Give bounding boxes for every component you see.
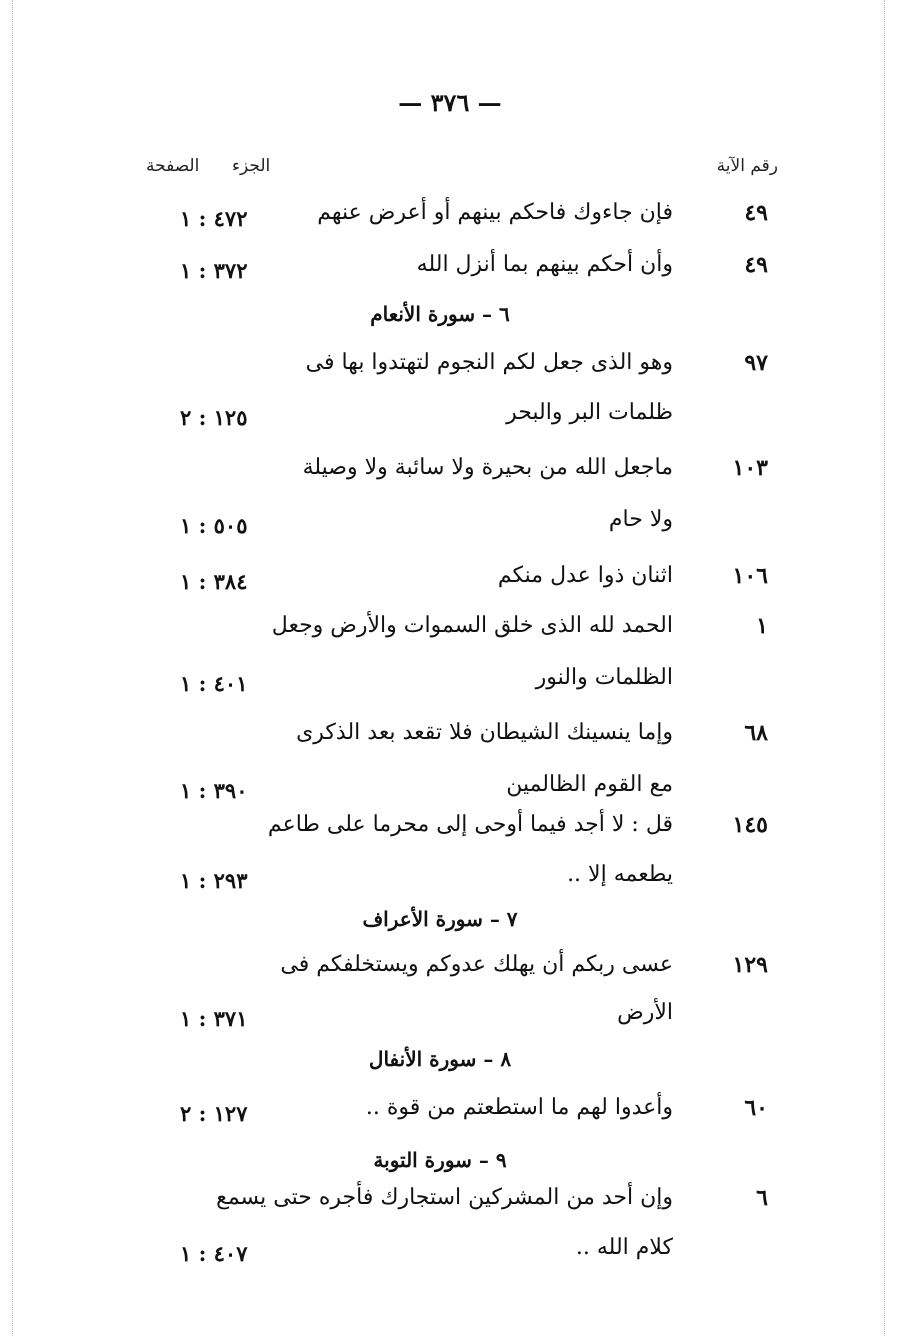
surah-heading: ٩ – سورة التوبة xyxy=(373,1148,507,1172)
part-page-reference: ٣٧٢ : ١ xyxy=(180,258,248,283)
part-page-reference: ٣٧١ : ١ xyxy=(180,1006,248,1031)
part-page-reference: ٤٠١ : ١ xyxy=(180,671,248,696)
verse-text-line: وإن أحد من المشركين استجارك فأجره حتى يسمع xyxy=(216,1185,673,1210)
verse-number: ٦ xyxy=(756,1185,768,1211)
scan-edge-left xyxy=(12,0,13,1336)
verse-number: ١٠٣ xyxy=(732,455,768,481)
header-part: الجزء xyxy=(232,156,271,176)
part-page-reference: ١٢٧ : ٢ xyxy=(180,1101,248,1126)
verse-number: ١٤٥ xyxy=(732,812,768,838)
verse-number: ٦٠ xyxy=(744,1095,768,1121)
surah-heading: ٧ – سورة الأعراف xyxy=(362,907,518,931)
verse-text-line: فإن جاءوك فاحكم بينهم أو أعرض عنهم xyxy=(317,200,673,225)
verse-text-line: الحمد لله الذى خلق السموات والأرض وجعل xyxy=(271,613,673,638)
part-page-reference: ٣٩٠ : ١ xyxy=(180,778,248,803)
surah-heading: ٨ – سورة الأنفال xyxy=(368,1047,512,1071)
part-page-reference: ٤٧٢ : ١ xyxy=(180,206,248,231)
verse-text-line: مع القوم الظالمين xyxy=(506,772,673,797)
verse-number: ١ xyxy=(756,613,768,639)
verse-number: ٤٩ xyxy=(744,252,768,278)
surah-heading: ٦ – سورة الأنعام xyxy=(370,302,510,326)
verse-text-line: وهو الذى جعل لكم النجوم لتهتدوا بها فى xyxy=(305,350,673,375)
verse-text-line: الظلمات والنور xyxy=(535,665,673,690)
verse-text-line: يطعمه إلا .. xyxy=(567,862,673,887)
verse-number: ٦٨ xyxy=(744,720,768,746)
verse-number: ٤٩ xyxy=(744,200,768,226)
verse-text-line: الأرض xyxy=(617,1000,673,1025)
verse-text-line: وإما ينسينك الشيطان فلا تقعد بعد الذكرى xyxy=(296,720,673,745)
header-page: الصفحة xyxy=(146,156,200,176)
header-verse-number: رقم الآية xyxy=(716,156,778,176)
verse-text-line: اثنان ذوا عدل منكم xyxy=(497,563,673,588)
verse-text-line: وأن أحكم بينهم بما أنزل الله xyxy=(416,252,673,277)
part-page-reference: ٤٠٧ : ١ xyxy=(180,1241,248,1266)
verse-text-line: ظلمات البر والبحر xyxy=(506,400,673,425)
scan-edge-right xyxy=(884,0,885,1336)
part-page-reference: ٢٩٣ : ١ xyxy=(180,868,248,893)
part-page-reference: ٣٨٤ : ١ xyxy=(180,569,248,594)
part-page-reference: ١٢٥ : ٢ xyxy=(180,405,248,430)
verse-text-line: ماجعل الله من بحيرة ولا سائبة ولا وصيلة xyxy=(302,455,673,480)
page-number: — ٣٧٦ — xyxy=(398,88,502,117)
verse-text-line: ولا حام xyxy=(608,507,673,532)
verse-number: ١٢٩ xyxy=(732,952,768,978)
verse-text-line: وأعدوا لهم ما استطعتم من قوة .. xyxy=(365,1095,673,1120)
verse-number: ٩٧ xyxy=(744,350,768,376)
verse-text-line: قل : لا أجد فيما أوحى إلى محرما على طاعم xyxy=(267,812,673,837)
verse-text-line: عسى ربكم أن يهلك عدوكم ويستخلفكم فى xyxy=(280,952,673,977)
verse-number: ١٠٦ xyxy=(732,563,768,589)
part-page-reference: ٥٠٥ : ١ xyxy=(180,513,248,538)
verse-text-line: كلام الله .. xyxy=(575,1235,673,1260)
